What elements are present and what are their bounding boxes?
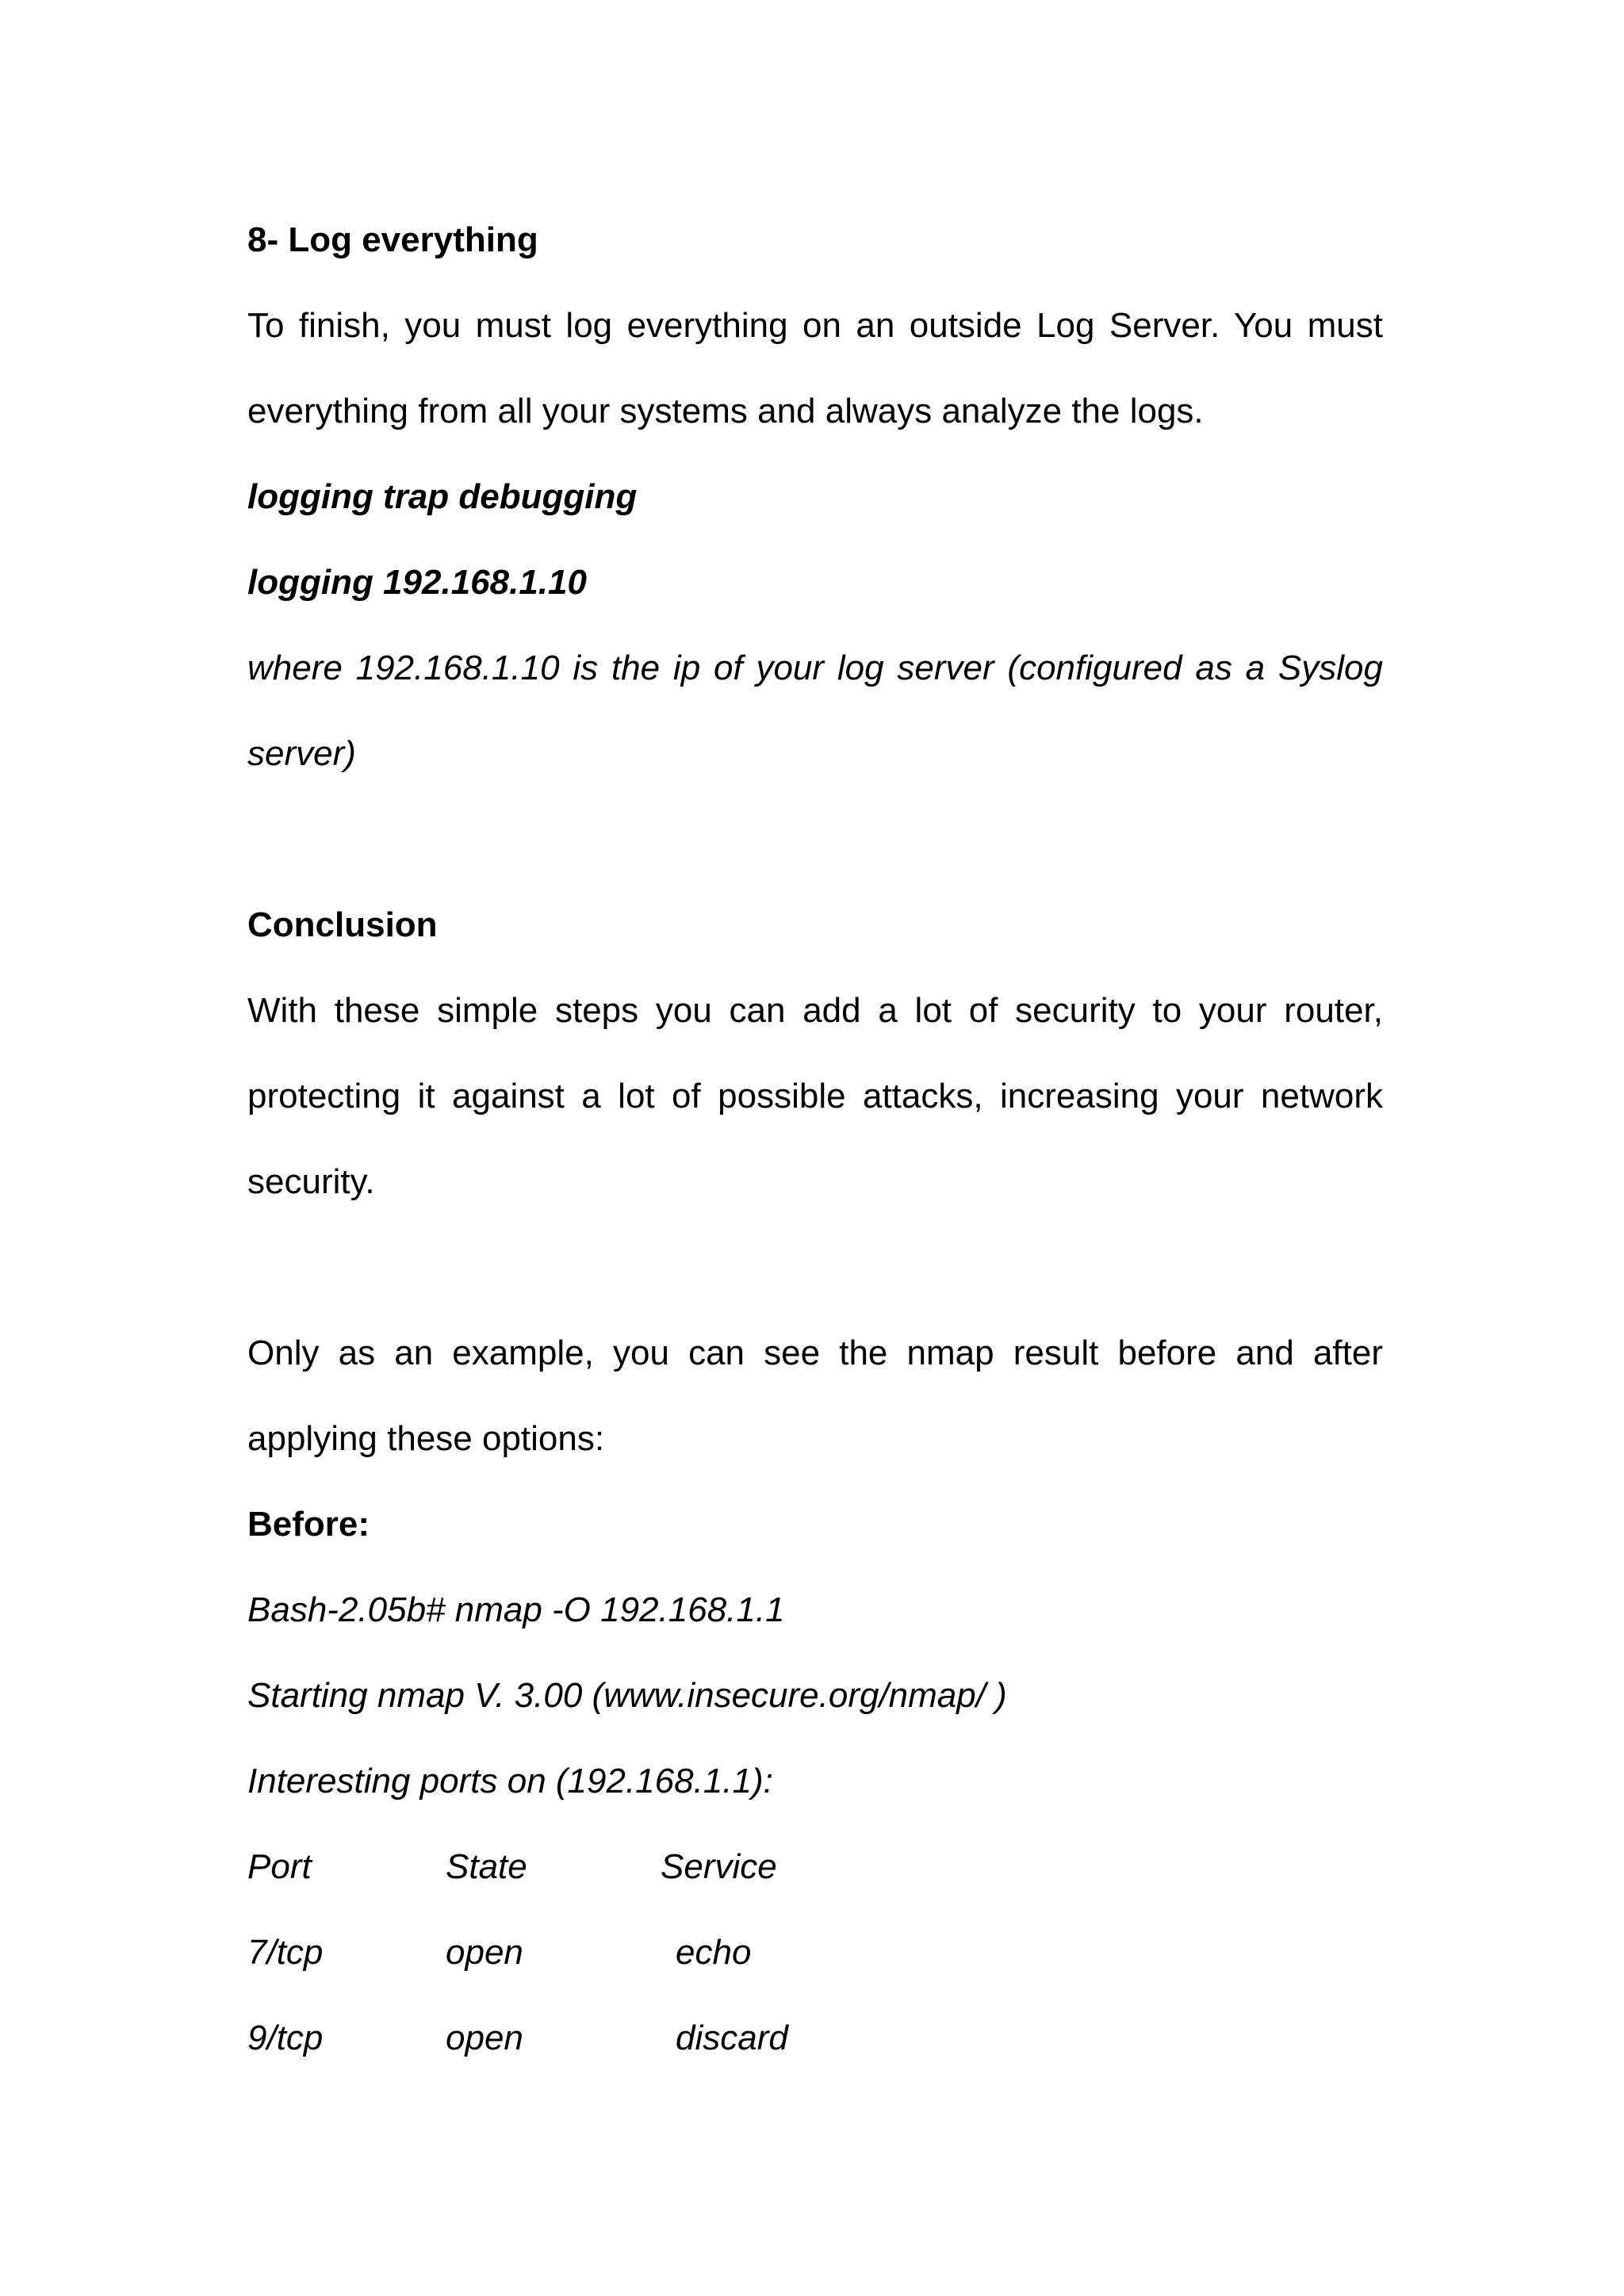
table-header-port: Port — [247, 1847, 312, 1886]
paragraph-line: With these simple steps you can add a lot of security to your router, — [247, 991, 1383, 1030]
table-header-service: Service — [661, 1847, 777, 1886]
before-label: Before: — [247, 1505, 370, 1544]
paragraph-line: applying these options: — [247, 1419, 605, 1458]
table-cell-state: open — [446, 1933, 523, 1972]
command-logging-host: logging 192.168.1.10 — [247, 563, 587, 602]
table-cell-port: 9/tcp — [247, 2019, 324, 2057]
paragraph-line: everything from all your systems and always analyze the logs. — [247, 392, 1204, 430]
paragraph-line: To finish, you must log everything on an outside Log Server. You must — [247, 306, 1383, 345]
paragraph-line: Only as an example, you can see the nmap result before and after — [247, 1334, 1383, 1372]
command-logging-trap: logging trap debugging — [247, 477, 638, 516]
note-line: server) — [247, 734, 356, 773]
table-header-state: State — [446, 1847, 527, 1886]
shell-command: Bash-2.05b# nmap -O 192.168.1.1 — [247, 1590, 785, 1629]
table-cell-service: discard — [676, 2019, 788, 2057]
section-heading-conclusion: Conclusion — [247, 905, 438, 944]
table-cell-port: 7/tcp — [247, 1933, 324, 1972]
table-cell-state: open — [446, 2019, 523, 2057]
section-heading-log-everything: 8- Log everything — [247, 220, 538, 259]
paragraph-line: protecting it against a lot of possible attacks, increasing your network — [247, 1077, 1383, 1115]
note-line: where 192.168.1.10 is the ip of your log server (configured as a Syslog — [247, 649, 1383, 687]
interesting-ports-line: Interesting ports on (192.168.1.1): — [247, 1762, 773, 1800]
nmap-starting-line: Starting nmap V. 3.00 (www.insecure.org/nmap/ ) — [247, 1676, 1007, 1715]
paragraph-line: security. — [247, 1162, 375, 1201]
table-cell-service: echo — [676, 1933, 752, 1972]
